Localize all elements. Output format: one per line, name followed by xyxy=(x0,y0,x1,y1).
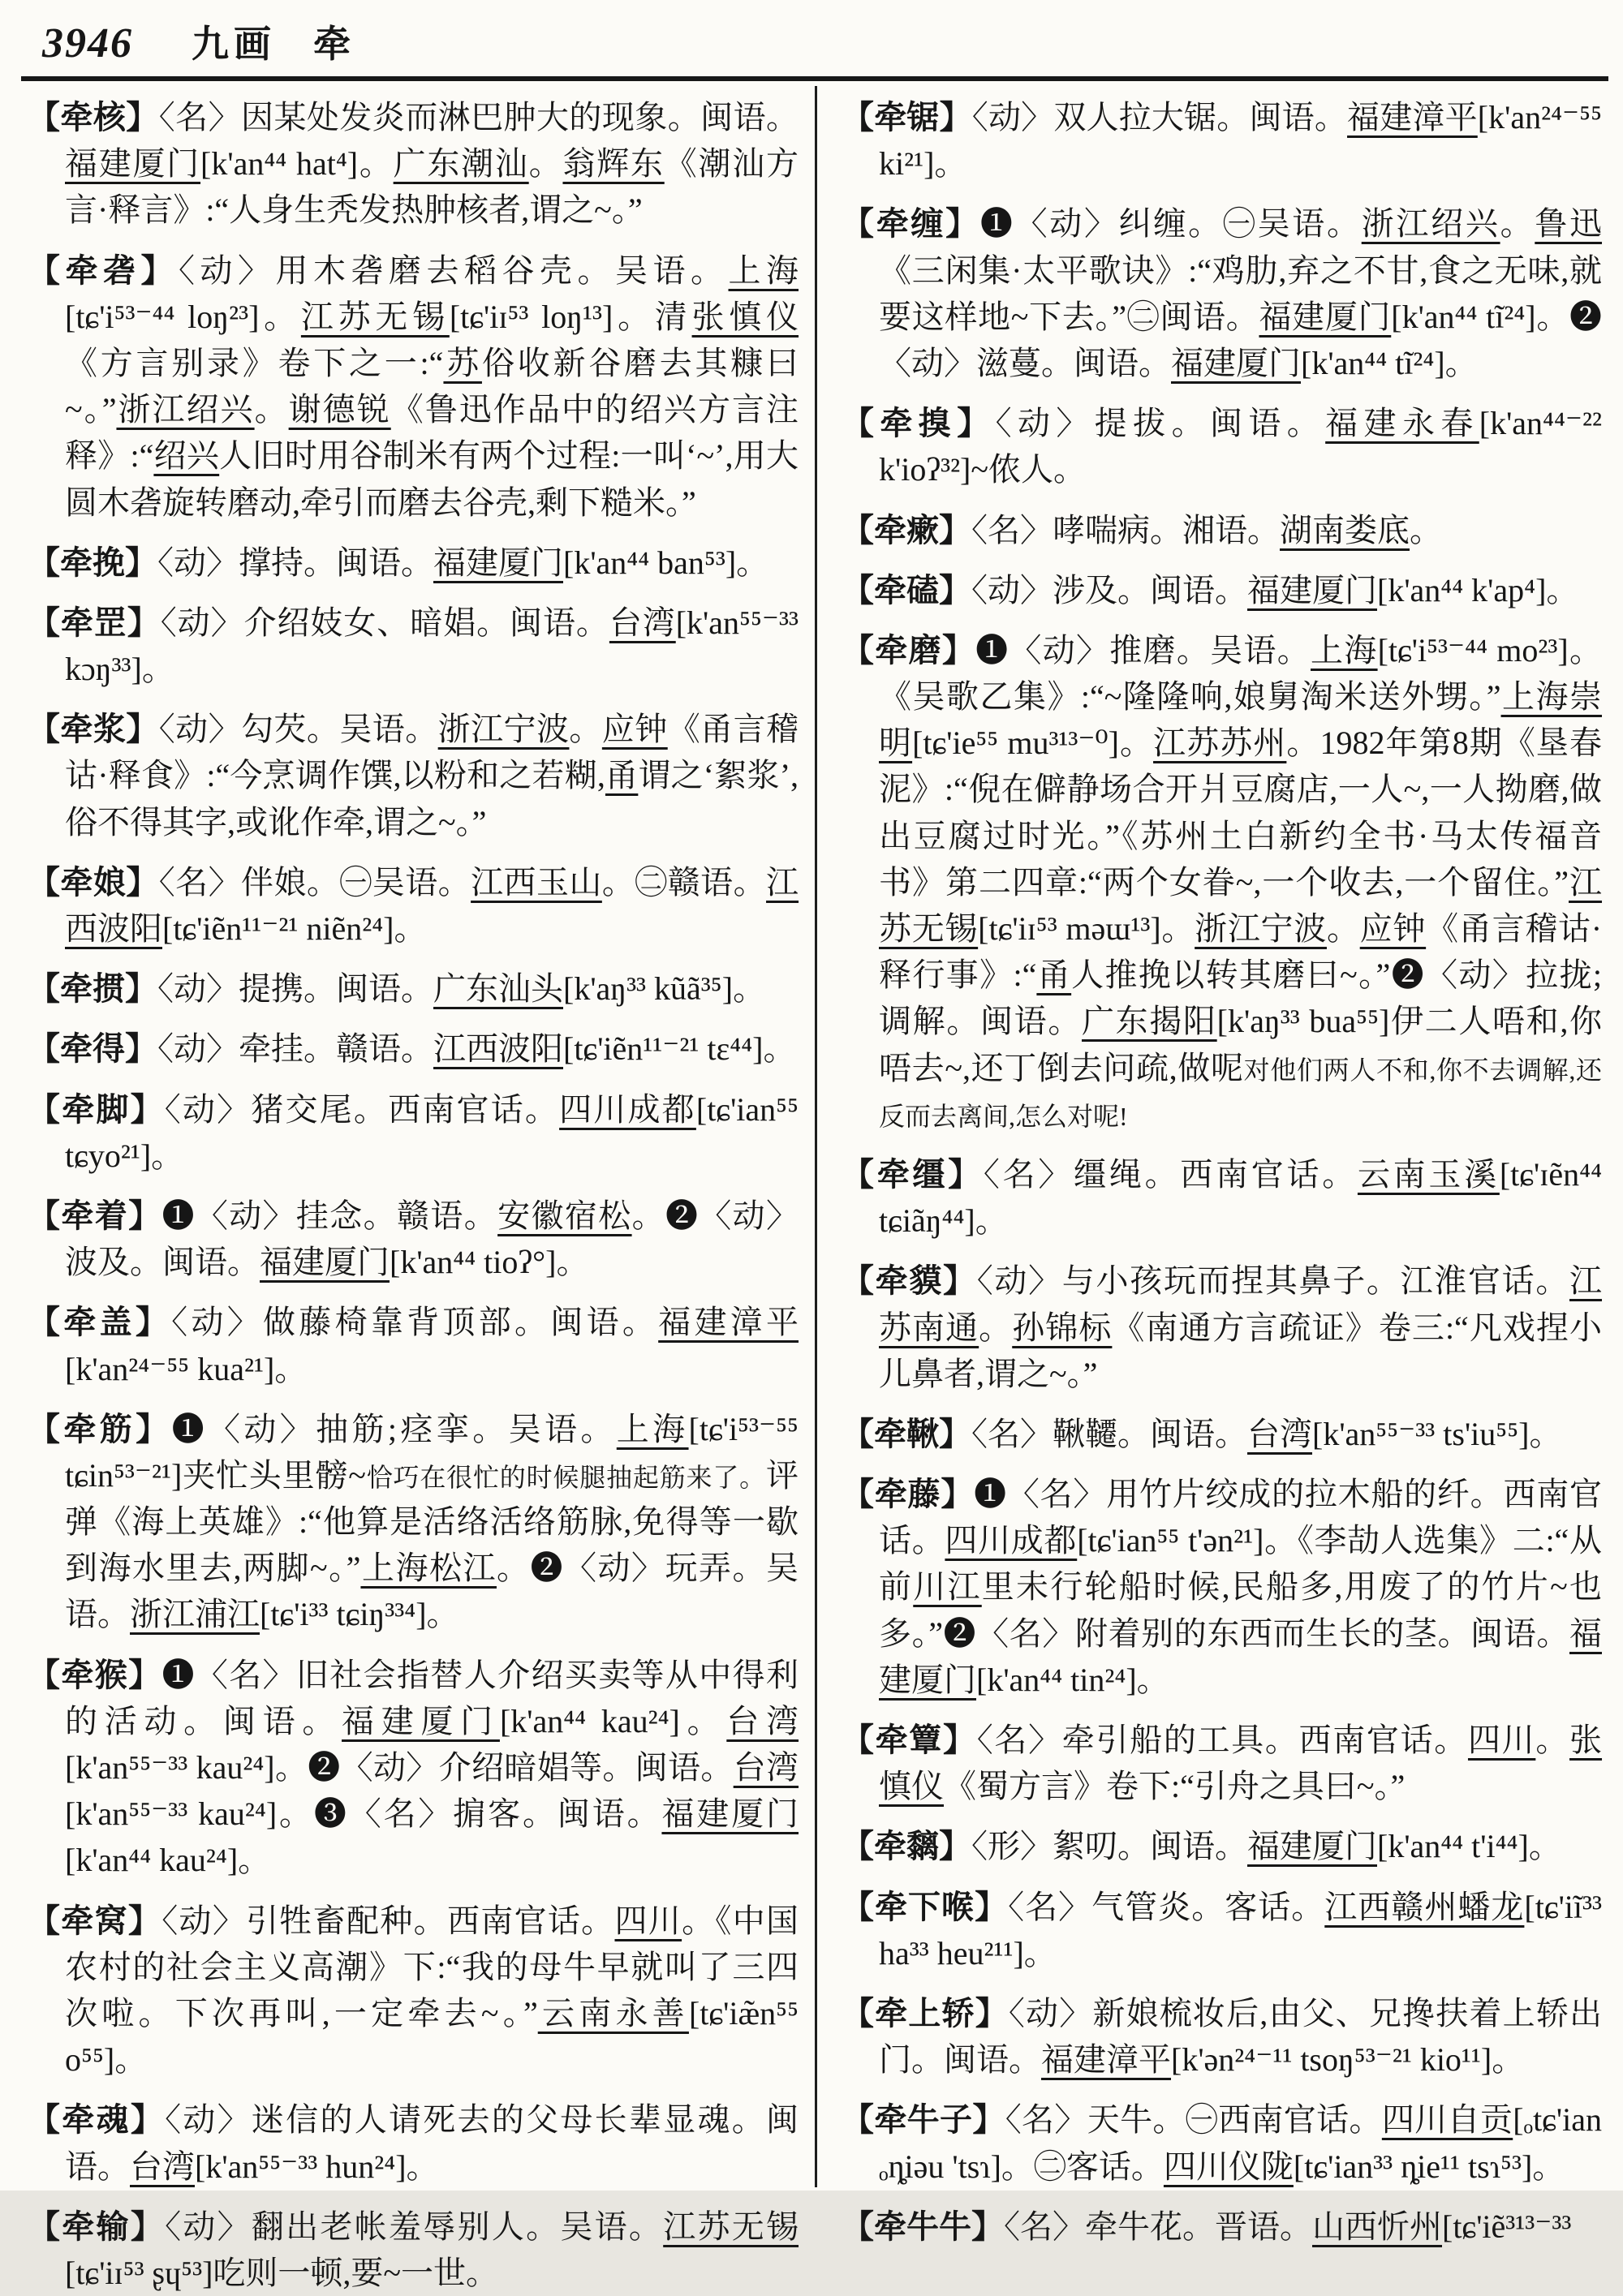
entry-text: [k'an⁵⁵⁻³³ hun²⁴]。 xyxy=(195,2148,439,2185)
entry-text: 人推挽以转其磨曰~。”❷〈动〉拉拢;调解。闽语。 xyxy=(879,957,1602,1040)
entry-text: 。1982年第8期《垦春泥》:“倪在僻静场合开爿豆腐店,一人~,一人拗磨,做出豆腐过时光。”《苏州土白新约全书·马太传福音书》第二四章:“两个女眷~,一个收去,一个留住。” xyxy=(879,724,1603,901)
entry-text: 〈名〉天牛。㊀西南官话。 xyxy=(1005,2101,1382,2139)
entry-text: [tɕ'i⁵³⁻⁴⁴ loŋ²³]。 xyxy=(65,298,301,335)
entry-headword: 【牵下喉】 xyxy=(842,1888,1009,1925)
gloss-note: 对他们两人不和,你不去调解,还反而去离间,怎么对呢! xyxy=(879,1055,1602,1131)
entry-text: 〈形〉絮叨。闽语。 xyxy=(971,1828,1247,1865)
entry-text: 〈动〉用木砻磨去稻谷壳。吴语。 xyxy=(179,252,729,289)
proper-noun: 台湾 xyxy=(130,2148,195,2185)
proper-noun: 四川成都 xyxy=(945,1522,1078,1559)
entry-headword: 【牵牛牛】 xyxy=(842,2208,1004,2245)
entry-text: [tɕ'iẽn¹¹⁻²¹ niẽn²⁴]。 xyxy=(162,910,427,947)
entry-headword: 【牵磕】 xyxy=(842,571,971,608)
entry-text: 〈动〉翻出老帐羞辱别人。吴语。 xyxy=(165,2208,664,2245)
entry-text: ❶〈名〉旧社会指替人介绍买卖等从中得利的活动。闽语。 xyxy=(65,1656,799,1739)
proper-noun: 苏 xyxy=(443,344,482,381)
entry-headword: 【牵输】 xyxy=(28,2208,166,2245)
dict-entry xyxy=(842,1411,1602,1457)
dict-entry xyxy=(842,2204,1602,2250)
proper-noun: 福建厦门 xyxy=(1171,344,1301,381)
proper-noun: 云南玉溪 xyxy=(1357,1155,1500,1193)
proper-noun: 福建厦门 xyxy=(661,1795,799,1833)
entry-text: [tɕ'ie⁵⁵ mu³¹³⁻⁰]。 xyxy=(912,724,1154,762)
entry-text: [k'aŋ³³ bua⁵⁵]伊二人唔和,你唔去~,还丁倒去问疏,做呢 xyxy=(879,1003,1603,1086)
proper-noun: 绍兴 xyxy=(153,437,220,475)
dict-entry xyxy=(842,1471,1602,1703)
entry-headword: 【牵簟】 xyxy=(842,1722,977,1758)
entry-text: 〈动〉介绍妓女、暗娼。闽语。 xyxy=(160,604,609,641)
proper-noun: 台湾 xyxy=(726,1702,799,1739)
proper-noun: 上海 xyxy=(616,1410,689,1447)
dict-entry xyxy=(28,94,799,234)
entry-headword: 【牵藤】 xyxy=(842,1476,975,1513)
entry-headword: 【牵锯】 xyxy=(842,99,972,135)
entry-text: 〈动〉牵挂。赣语。 xyxy=(157,1030,433,1068)
entry-text: [k'an⁴⁴ hat⁴]。 xyxy=(200,145,394,183)
entry-text: [k'an⁴⁴ tĩ²⁴]。❷〈动〉滋蔓。闽语。 xyxy=(879,298,1603,381)
entry-text: 。 xyxy=(1410,511,1442,548)
dict-entry xyxy=(28,1086,799,1179)
stroke-section-label: 九画 xyxy=(192,24,276,65)
entry-text: 〈动〉与小孩玩而捏其鼻子。江淮官话。 xyxy=(976,1262,1570,1300)
proper-noun: 浙江浦江 xyxy=(130,1596,260,1633)
entry-text: [k'an⁵⁵⁻³³ kau²⁴]。❸〈名〉掮客。闽语。 xyxy=(65,1795,662,1833)
entry-headword: 【牵窝】 xyxy=(28,1902,162,1939)
entry-headword: 【牵筋】 xyxy=(28,1410,172,1447)
proper-noun: 云南永善 xyxy=(537,1994,689,2032)
entry-text: 人旧时用谷制米有两个过程:一叫‘~’,用大圆木砻旋转磨动,牵引而磨去谷壳,剩下糙米。” xyxy=(65,437,799,521)
proper-noun: 四川 xyxy=(614,1902,682,1939)
entry-text: 。 xyxy=(1326,910,1360,947)
entry-headword: 【牵魂】 xyxy=(28,2101,166,2139)
entry-text: 谓之‘絮浆’,俗不得其字,或讹作牵,谓之~。” xyxy=(65,757,799,841)
entry-text: [ₒtɕ'ian ₒȵiəu 'tsɿ]。㊁客话。 xyxy=(879,2101,1603,2185)
entry-text: ❶〈动〉抽筋;痉挛。吴语。 xyxy=(171,1410,617,1447)
dict-entry xyxy=(842,1717,1602,1809)
entry-text: [k'an⁴⁴ tin²⁴]。 xyxy=(976,1661,1169,1698)
dict-entry xyxy=(28,540,799,586)
left-column xyxy=(28,86,815,2291)
dict-entry xyxy=(842,200,1602,386)
entry-text: [k'an²⁴⁻⁵⁵ kua²¹]。 xyxy=(65,1350,308,1387)
entry-headword: 【牵瘶】 xyxy=(842,511,971,548)
entry-text: [tɕ'i³³ tɕiŋ³³⁴]。 xyxy=(260,1596,459,1633)
entry-headword: 【牵鞦】 xyxy=(842,1415,971,1452)
header-rule xyxy=(21,76,1608,81)
entry-text: [k'an⁵⁵⁻³³ kau²⁴]。❷〈动〉介绍暗娼等。闽语。 xyxy=(65,1749,734,1786)
text-columns xyxy=(28,86,1603,2291)
proper-noun: 孙锦标 xyxy=(1012,1309,1113,1346)
dict-entry xyxy=(842,567,1602,613)
entry-text: [tɕ'iɪ⁵³ məɯ¹³]。 xyxy=(978,910,1195,947)
entry-text: [tɕ'iẽ³¹³⁻³³ xyxy=(1442,2208,1572,2245)
proper-noun: 福建厦门 xyxy=(342,1702,500,1739)
entry-text: [k'an⁴⁴ tioʔ°]。 xyxy=(390,1244,589,1281)
entry-headword: 【牵猴】 xyxy=(28,1656,162,1693)
entry-text: [k'aŋ³³ kũã³⁵]。 xyxy=(563,970,766,1008)
proper-noun: 四川成都 xyxy=(559,1090,696,1128)
entry-text: 〈动〉猪交尾。西南官话。 xyxy=(164,1090,560,1128)
dict-entry xyxy=(28,2204,799,2296)
proper-noun: 台湾 xyxy=(609,604,676,641)
entry-text: 〈名〉牵牛花。晋语。 xyxy=(1004,2208,1312,2245)
entry-text: 〈名〉伴娘。㊀吴语。 xyxy=(158,863,471,901)
proper-noun: 福建厦门 xyxy=(879,1615,1602,1698)
entry-text: 〈名〉因某处发炎而淋巴肿大的现象。闽语。 xyxy=(158,99,799,135)
proper-noun: 湖南娄底 xyxy=(1280,511,1410,548)
entry-text: [tɕ'iɪ⁵³ ʂɥ⁵³]吃则一顿,要~一世。 xyxy=(65,2254,499,2291)
entry-text: 《潮汕方言·释言》:“人身生秃发热肿核者,谓之~。” xyxy=(65,145,799,229)
dict-entry xyxy=(842,1990,1602,2083)
entry-headword: 【牵着】 xyxy=(28,1197,162,1234)
entry-headword: 【牵盖】 xyxy=(28,1304,172,1341)
proper-noun: 江西赣州蟠龙 xyxy=(1324,1888,1525,1925)
entry-text: [k'an⁴⁴ k'ap⁴]。 xyxy=(1377,571,1579,608)
entry-text: 〈动〉涉及。闽语。 xyxy=(971,571,1247,608)
entry-text: 。《中国农村的社会主义高潮》下:“我的母牛早就叫了三四次啦。下次再叫,一定牵去~。” xyxy=(65,1902,799,2032)
dict-entry xyxy=(842,400,1602,492)
entry-text: 评弹《海上英雄》:“他算是活络活络筋脉,免得等一歇到海水里去,两脚~。” xyxy=(65,1456,799,1587)
entry-text: [k'an⁴⁴ kau²⁴]。 xyxy=(65,1842,271,1879)
proper-noun: 江苏无锡 xyxy=(879,863,1603,947)
entry-text: 《蜀方言》卷下:“引舟之具曰~。” xyxy=(944,1768,1406,1805)
entry-text: 〈名〉缰绳。西南官话。 xyxy=(983,1155,1358,1193)
dict-entry xyxy=(28,1406,799,1638)
proper-noun: 应钟 xyxy=(601,711,668,748)
entry-text: 〈动〉引牲畜配种。西南官话。 xyxy=(161,1902,615,1939)
proper-noun: 上海松江 xyxy=(360,1550,497,1587)
proper-noun: 福建厦门 xyxy=(65,145,201,183)
proper-noun: 福建漳平 xyxy=(1041,2041,1171,2079)
entry-headword: 【牵貘】 xyxy=(842,1262,977,1300)
proper-noun: 甬 xyxy=(1036,957,1072,994)
right-column xyxy=(815,86,1603,2245)
entry-text: 〈动〉做藤椅靠背顶部。闽语。 xyxy=(171,1304,659,1341)
entry-text: [tɕ'iẽn¹¹⁻²¹ tɛ⁴⁴]。 xyxy=(563,1030,796,1068)
entry-text: [tɕ'i⁵³⁻⁵⁵ tɕin⁵³⁻²¹]夹忙头里髈~ xyxy=(65,1410,799,1494)
proper-noun: 安徽宿松 xyxy=(497,1197,632,1234)
entry-text: 〈名〉鞦韆。闽语。 xyxy=(971,1415,1247,1452)
proper-noun: 广东潮汕 xyxy=(393,145,529,183)
entry-text: ❶〈动〉纠缠。㊀吴语。 xyxy=(979,205,1362,243)
entry-text: 。 xyxy=(1535,1722,1570,1758)
entry-text: 。 xyxy=(569,711,602,748)
proper-noun: 应钟 xyxy=(1359,910,1427,947)
entry-text: 〈动〉提携。闽语。 xyxy=(157,970,433,1008)
proper-noun: 上海崇明 xyxy=(879,678,1603,762)
proper-noun: 四川仪陇 xyxy=(1163,2148,1294,2185)
entry-headword: 【牵挽】 xyxy=(28,544,157,581)
dict-entry xyxy=(28,247,799,526)
entry-text: ❶〈名〉用竹片绞成的拉木船的纤。西南官话。 xyxy=(879,1476,1603,1559)
entry-text: [tɕ'iɪ⁵³ loŋ¹³]。清 xyxy=(449,298,692,335)
dict-entry xyxy=(842,1884,1602,1976)
entry-text: 《甬言稽诂·释食》:“今烹调作馔,以粉和之若糊, xyxy=(65,711,799,794)
entry-text: [tɕ'iæ̃n⁵⁵ o⁵⁵]。 xyxy=(65,1994,799,2079)
proper-noun: 江苏无锡 xyxy=(663,2208,799,2245)
dict-entry xyxy=(28,1193,799,1285)
head-character: 牵 xyxy=(313,24,351,65)
entry-text: 。㊁赣语。 xyxy=(601,863,767,901)
entry-text: [tɕ'ɪẽn⁴⁴ tɕiãŋ⁴⁴]。 xyxy=(879,1155,1603,1240)
proper-noun: 浙江绍兴 xyxy=(1361,205,1500,243)
dict-entry xyxy=(842,1151,1602,1244)
entry-text: [tɕ'ian⁵⁵ tɕyo²¹]。 xyxy=(65,1090,799,1174)
proper-noun: 四川 xyxy=(1467,1722,1536,1758)
dict-entry xyxy=(28,2096,799,2189)
proper-noun: 福建厦门 xyxy=(433,544,563,581)
entry-headword: 【牵搝】 xyxy=(842,405,996,442)
proper-noun: 福建厦门 xyxy=(260,1244,390,1281)
proper-noun: 翁辉东 xyxy=(562,145,665,183)
entry-headword: 【牵缰】 xyxy=(842,1155,984,1193)
dict-entry xyxy=(842,94,1602,187)
proper-noun: 浙江宁波 xyxy=(437,711,570,748)
entry-text: [tɕ'i⁵³⁻⁴⁴ mo²³]。《吴歌乙集》:“~隆隆响,娘舅淘米送外甥。” xyxy=(879,631,1603,716)
proper-noun: 福建永春 xyxy=(1325,405,1479,442)
proper-noun: 广东揭阳 xyxy=(1082,1003,1217,1040)
dict-entry xyxy=(28,965,799,1012)
entry-text: 〈动〉撑持。闽语。 xyxy=(157,544,433,581)
entry-text: [tɕ'ian³³ ȵie¹¹ tsɿ⁵³]。 xyxy=(1293,2148,1565,2185)
entry-text: [k'ən²⁴⁻¹¹ tsoŋ⁵³⁻²¹ kio¹¹]。 xyxy=(1171,2041,1525,2079)
proper-noun: 四川自贡 xyxy=(1381,2101,1513,2139)
entry-headword: 【牵缠】 xyxy=(842,205,980,243)
entry-text: 〈动〉迷信的人请死去的父母长辈显魂。闽语。 xyxy=(65,2101,799,2185)
proper-noun: 福建厦门 xyxy=(1259,298,1392,335)
dict-entry xyxy=(842,1258,1602,1397)
entry-headword: 【牵脚】 xyxy=(28,1090,165,1128)
entry-text: 《方言别录》卷下之一:“ xyxy=(65,344,444,381)
proper-noun: 谢德锐 xyxy=(288,391,391,428)
entry-headword: 【牵掼】 xyxy=(28,970,157,1008)
entry-text: 〈名〉牵引船的工具。西南官话。 xyxy=(976,1722,1468,1758)
proper-noun: 浙江宁波 xyxy=(1195,910,1327,947)
entry-text: 《南通方言疏证》卷三:“凡戏捏小儿鼻者,谓之~。” xyxy=(879,1309,1603,1392)
entry-headword: 【牵黐】 xyxy=(842,1828,971,1865)
proper-noun: 张慎仪 xyxy=(691,298,799,335)
entry-text: 俗收新谷磨去其糠曰~。” xyxy=(65,344,799,428)
proper-noun: 江西波阳 xyxy=(65,863,799,947)
entry-text: [k'an⁴⁴ ban⁵³]。 xyxy=(563,544,769,581)
entry-text: 。 xyxy=(979,1309,1013,1346)
entry-text: 〈动〉提拔。闽语。 xyxy=(995,405,1326,442)
entry-text: [k'an⁵⁵⁻³³ ts'iu⁵⁵]。 xyxy=(1312,1415,1562,1452)
entry-headword: 【牵上轿】 xyxy=(842,1994,1009,2032)
entry-text: [k'an⁴⁴⁻²² k'ioʔ³²]~侬人。 xyxy=(879,405,1603,488)
entry-text: [tɕ'ian⁵⁵ t'ən²¹]。《李劼人选集》二:“从前 xyxy=(879,1522,1603,1606)
entry-text: ❶〈动〉挂念。赣语。 xyxy=(161,1197,498,1234)
dict-entry xyxy=(842,627,1602,1137)
entry-text: 。❷〈动〉玩弄。吴语。 xyxy=(65,1550,799,1633)
entry-text: [tɕ'iĩ³³ ha³³ heu²¹¹]。 xyxy=(879,1888,1603,1971)
entry-text: 〈动〉双人拉大锯。闽语。 xyxy=(971,99,1348,135)
entry-headword: 【牵娘】 xyxy=(28,863,159,901)
proper-noun: 江苏无锡 xyxy=(300,298,450,335)
proper-noun: 福建厦门 xyxy=(1247,1828,1377,1865)
proper-noun: 台湾 xyxy=(733,1749,799,1786)
entry-text: [k'an⁵⁵⁻³³ kɔŋ³³]。 xyxy=(65,604,799,688)
entry-text: [k'an⁴⁴ tĩ²⁴]。 xyxy=(1301,344,1478,381)
entry-text: [k'an⁴⁴ kau²⁴]。 xyxy=(499,1702,727,1739)
entry-headword: 【牵浆】 xyxy=(28,711,159,748)
dict-entry xyxy=(28,1898,799,2083)
entry-text: [k'an²⁴⁻⁵⁵ ki²¹]。 xyxy=(879,99,1603,183)
entry-text: 《三闲集·太平歌诀》:“鸡肋,弃之不甘,食之无味,就要这样地~下去。”㊁闽语。 xyxy=(879,252,1602,335)
dict-entry xyxy=(28,600,799,692)
entry-text: [k'an⁴⁴ t'i⁴⁴]。 xyxy=(1377,1828,1561,1865)
gloss-note: 恰巧在很忙的时候腿抽起筋来了。 xyxy=(365,1462,766,1492)
proper-noun: 福建厦门 xyxy=(1247,571,1377,608)
entry-text: 〈名〉哮喘病。湘语。 xyxy=(971,511,1280,548)
proper-noun: 福建漳平 xyxy=(1347,99,1478,135)
entry-text: ❶〈动〉推磨。吴语。 xyxy=(975,631,1311,669)
proper-noun: 江苏南通 xyxy=(879,1262,1603,1346)
entry-text: 。 xyxy=(1500,205,1535,243)
proper-noun: 江西玉山 xyxy=(471,863,602,901)
entry-headword: 【牵核】 xyxy=(28,99,159,135)
entry-text: 〈动〉勾芡。吴语。 xyxy=(158,711,438,748)
proper-noun: 上海 xyxy=(728,252,799,289)
proper-noun: 浙江绍兴 xyxy=(116,391,255,428)
proper-noun: 江西波阳 xyxy=(433,1030,563,1068)
entry-text: 《鲁迅作品中的绍兴方言注释》:“ xyxy=(65,391,799,475)
entry-text: 〈动〉新娘梳妆后,由父、兄搀扶着上轿出门。闽语。 xyxy=(879,1994,1603,2079)
dict-entry xyxy=(28,859,799,952)
dict-entry xyxy=(28,706,799,845)
dict-entry xyxy=(28,1299,799,1391)
entry-headword: 【牵得】 xyxy=(28,1030,157,1068)
proper-noun: 川江 xyxy=(913,1568,982,1606)
entry-text: 里未行轮船时候,民船多,用废了的竹片~也多。”❷〈名〉附着别的东西而生长的茎。闽语。 xyxy=(879,1568,1603,1652)
proper-noun: 鲁迅 xyxy=(1535,205,1603,243)
page-number: 3946 xyxy=(42,20,133,67)
entry-text: 。❷〈动〉波及。闽语。 xyxy=(65,1197,799,1281)
proper-noun: 广东汕头 xyxy=(433,970,563,1008)
proper-noun: 甬 xyxy=(605,757,639,794)
dict-entry xyxy=(28,1652,799,1884)
entry-text: 。 xyxy=(528,145,563,183)
page-header xyxy=(28,15,1602,68)
proper-noun: 江苏苏州 xyxy=(1153,724,1287,762)
dict-entry xyxy=(28,1025,799,1072)
entry-text: 。 xyxy=(254,391,289,428)
entry-headword: 【牵罡】 xyxy=(28,604,161,641)
entry-text: 〈名〉气管炎。客话。 xyxy=(1008,1888,1325,1925)
entry-text: 《甬言稽诂·释行事》:“ xyxy=(879,910,1603,994)
proper-noun: 福建漳平 xyxy=(658,1304,799,1341)
entry-headword: 【牵磨】 xyxy=(842,631,976,669)
proper-noun: 台湾 xyxy=(1247,1415,1312,1452)
dict-entry xyxy=(842,1823,1602,1869)
entry-headword: 【牵牛子】 xyxy=(842,2101,1005,2139)
proper-noun: 上海 xyxy=(1311,631,1378,669)
dict-entry xyxy=(842,2096,1602,2189)
proper-noun: 张慎仪 xyxy=(879,1722,1603,1805)
proper-noun: 山西忻州 xyxy=(1312,2208,1442,2245)
entry-headword: 【牵砻】 xyxy=(28,252,179,289)
dict-entry xyxy=(842,507,1602,553)
